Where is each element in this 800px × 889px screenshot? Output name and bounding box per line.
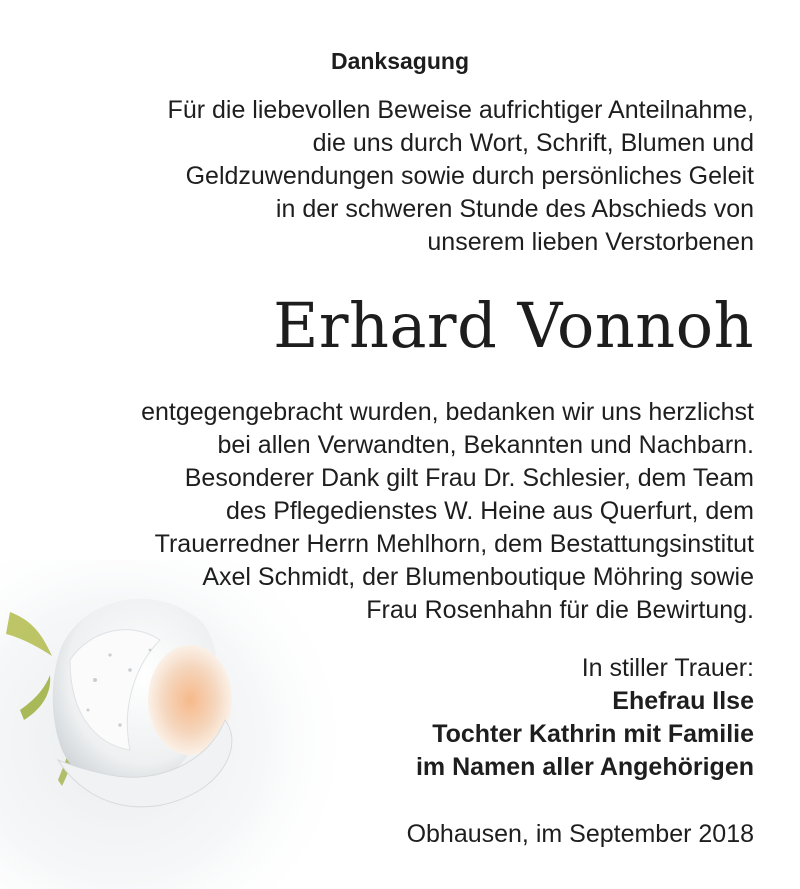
intro-line: die uns durch Wort, Schrift, Blumen und [312,129,754,157]
thanks-line: Frau Rosenhahn für die Bewirtung. [366,596,754,624]
mourners-block [416,652,754,784]
thanks-line: entgegengebracht wurden, bedanken wir uns herzlichst [141,398,754,426]
deceased-name: Erhard Vonnoh [273,289,754,362]
intro-line: in der schweren Stunde des Abschieds von [275,195,754,223]
intro-line: Geldzuwendungen sowie durch persönliches Geleit [185,162,754,190]
mourner-line: Tochter Kathrin mit Familie [432,720,754,748]
thanks-line: des Pflegedienstes W. Heine aus Querfurt, dem [225,497,754,525]
mourning-intro: In stiller Trauer: [581,654,754,682]
thanks-line: Besonderer Dank gilt Frau Dr. Schlesier, dem Team [184,464,754,492]
mourner-line: Ehefrau Ilse [612,687,754,715]
heading: Danksagung [330,48,470,74]
intro-text [168,94,754,259]
thanks-line: Trauerredner Herrn Mehlhorn, dem Bestattungsinstitut [154,530,754,558]
place-date: Obhausen, im September 2018 [406,820,754,848]
thanks-text [141,396,754,627]
mourner-line: im Namen aller Angehörigen [415,753,754,781]
thanks-line: Axel Schmidt, der Blumenboutique Möhring sowie [202,563,754,591]
thanks-line: bei allen Verwandten, Bekannten und Nachbarn. [217,431,754,459]
intro-line: unserem lieben Verstorbenen [427,228,754,256]
intro-line: Für die liebevollen Beweise aufrichtiger Anteilnahme, [167,96,754,124]
